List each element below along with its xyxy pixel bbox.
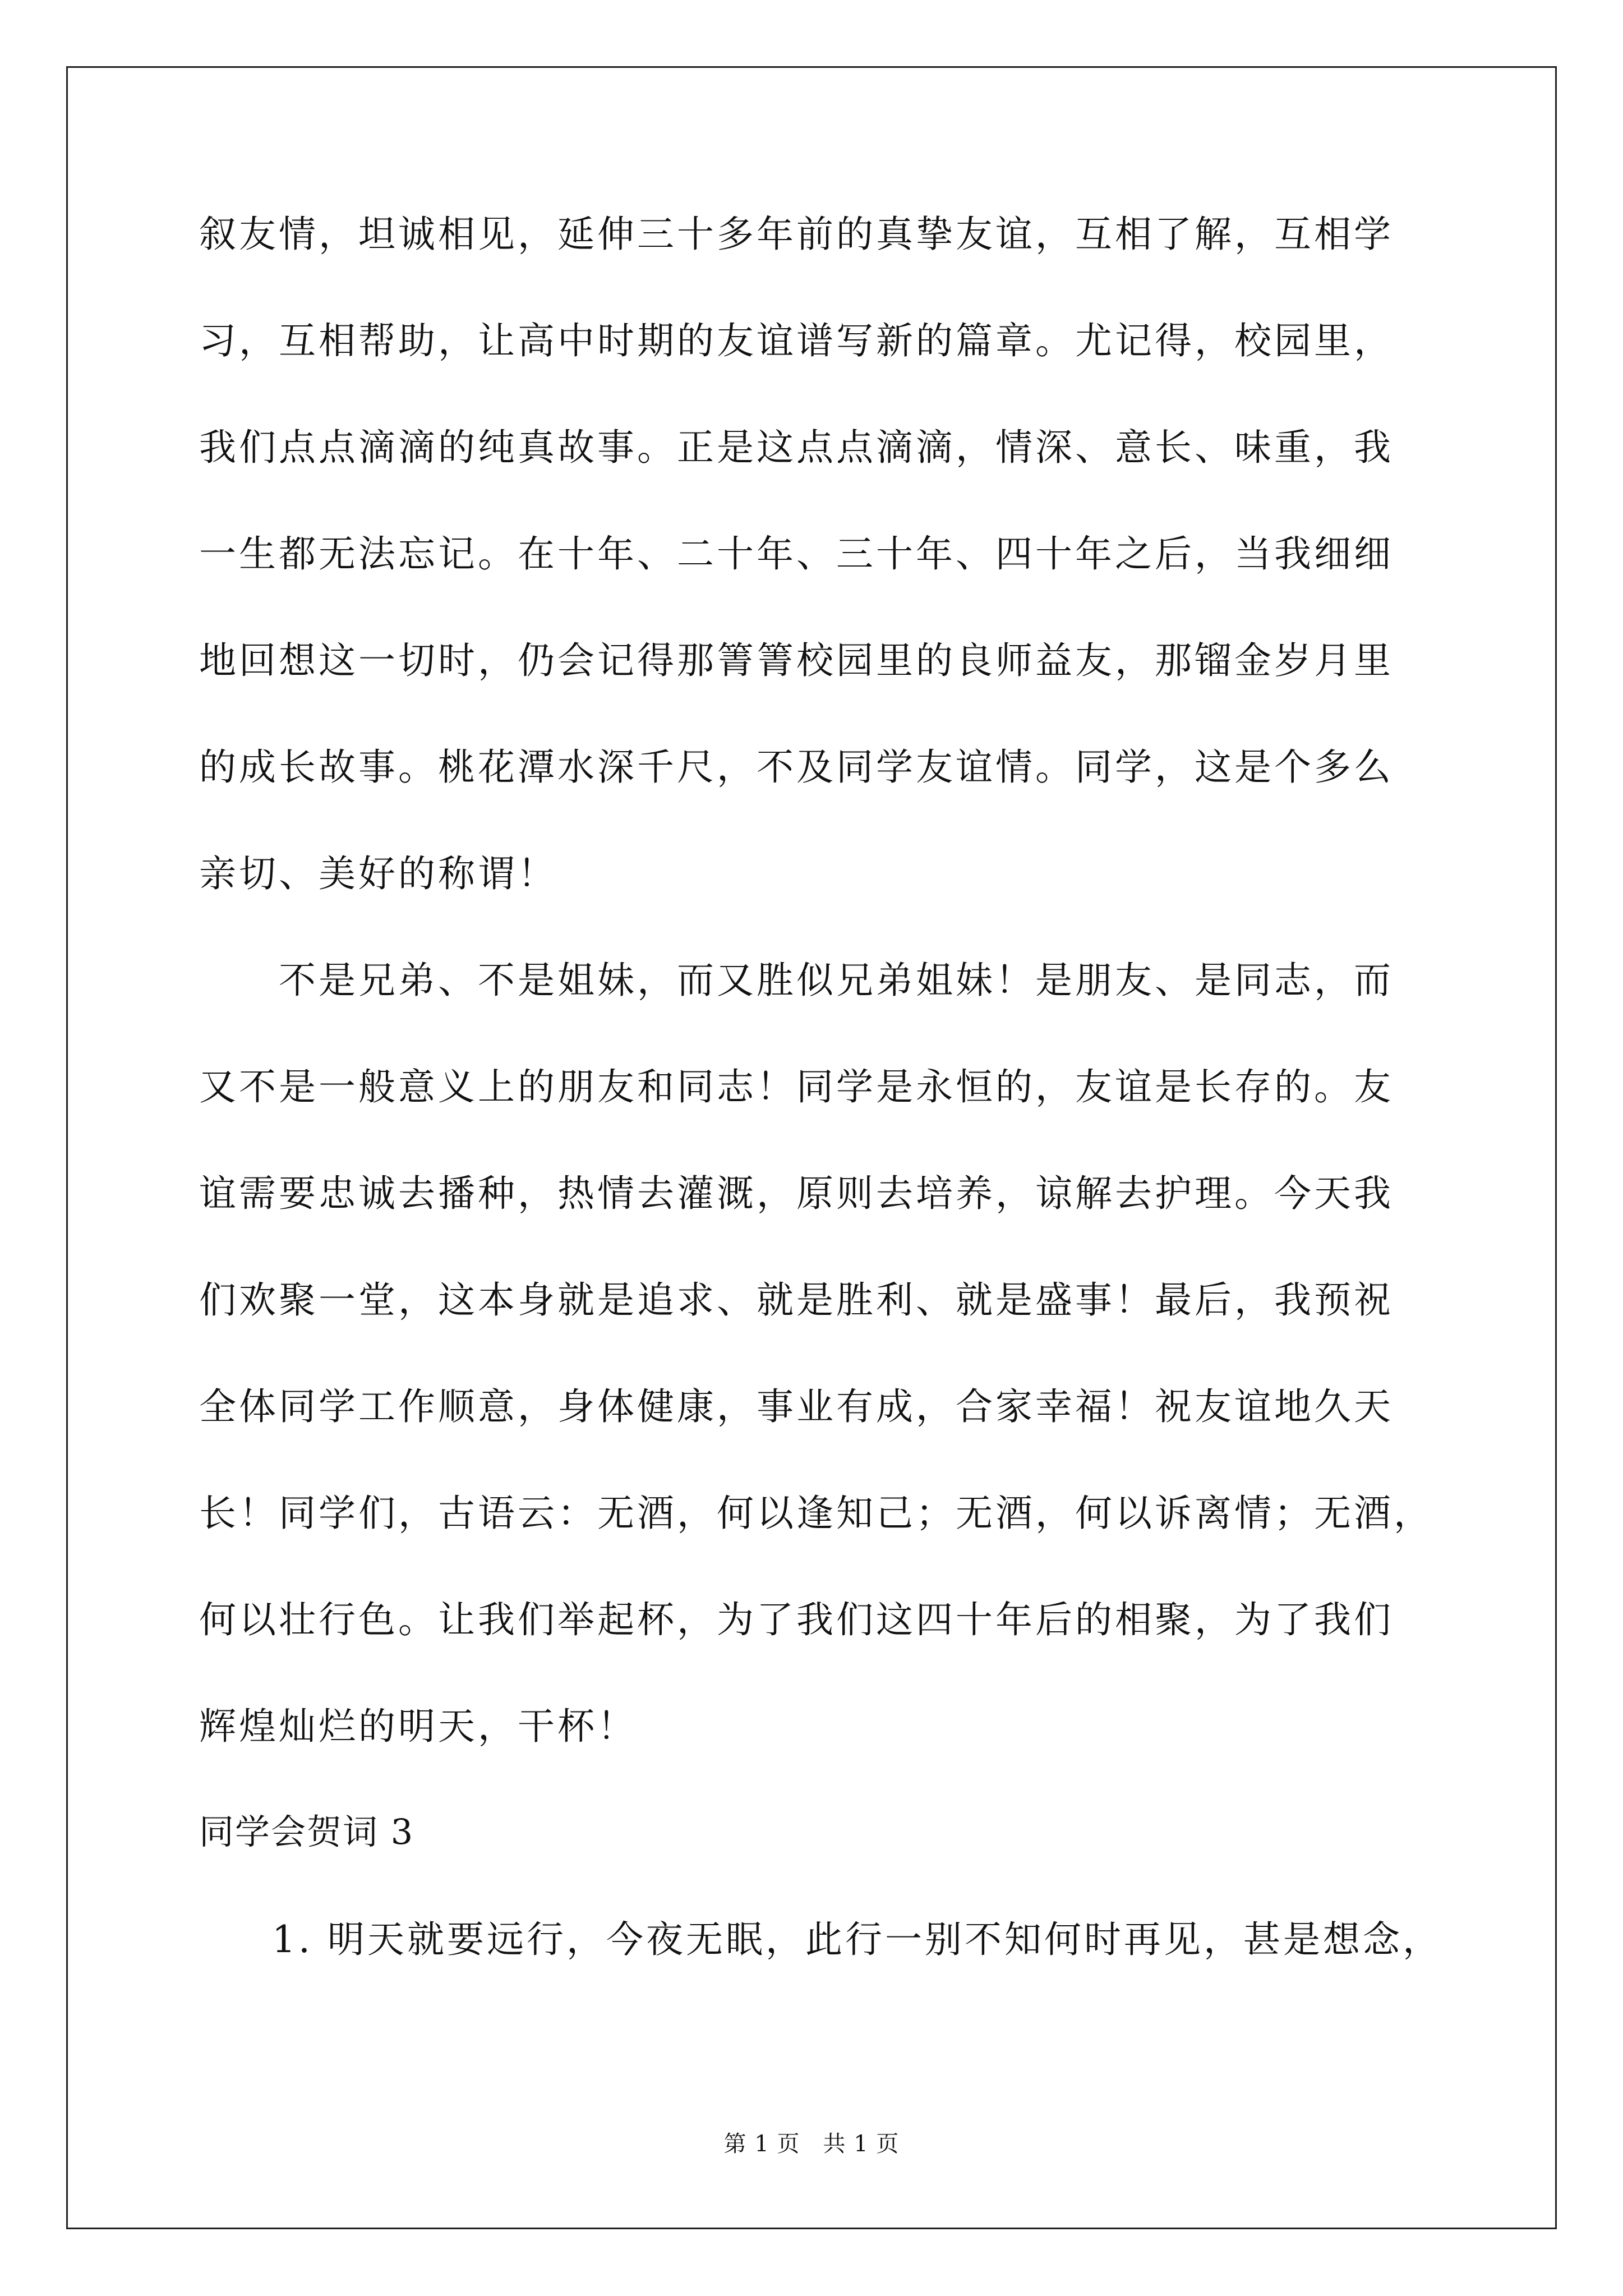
- section-heading: 同学会贺词 3: [199, 1811, 414, 1852]
- paragraph-line: 谊需要忠诚去播种，热情去灌溉，原则去培养，谅解去护理。今天我: [199, 1172, 1394, 1215]
- paragraph-line: 辉煌灿烂的明天，干杯！: [199, 1705, 637, 1748]
- paragraph-line: 长！同学们，古语云：无酒，何以逢知己；无酒，何以诉离情；无酒，: [199, 1492, 1433, 1535]
- paragraph-line: 一生都无法忘记。在十年、二十年、三十年、四十年之后，当我细细: [199, 532, 1394, 576]
- paragraph-line: 们欢聚一堂，这本身就是追求、就是胜利、就是盛事！最后，我预祝: [199, 1278, 1394, 1322]
- paragraph-line: 何以壮行色。让我们举起杯，为了我们这四十年后的相聚，为了我们: [199, 1598, 1394, 1641]
- paragraph-line: 的成长故事。桃花潭水深千尺，不及同学友谊情。同学，这是个多么: [199, 746, 1394, 789]
- paragraph-line: 叙友情，坦诚相见，延伸三十多年前的真挚友谊，互相了解，互相学: [199, 213, 1394, 256]
- paragraph-line: 地回想这一切时，仍会记得那箐箐校园里的良师益友，那镏金岁月里: [199, 639, 1394, 682]
- paragraph-line: 亲切、美好的称谓！: [199, 852, 557, 895]
- page-footer: 第 1 页 共 1 页: [723, 2131, 900, 2157]
- paragraph-line: 不是兄弟、不是姐妹，而又胜似兄弟姐妹！是朋友、是同志，而: [279, 959, 1394, 1002]
- list-item: 1. 明天就要远行，今夜无眠，此行一别不知何时再见，甚是想念，: [272, 1918, 1442, 1961]
- paragraph-line: 习，互相帮助，让高中时期的友谊谱写新的篇章。尤记得，校园里，: [199, 319, 1394, 362]
- page-border: [66, 66, 1557, 2229]
- paragraph-line: 我们点点滴滴的纯真故事。正是这点点滴滴，情深、意长、味重，我: [199, 426, 1394, 469]
- paragraph-line: 全体同学工作顺意，身体健康，事业有成，合家幸福！祝友谊地久天: [199, 1385, 1394, 1428]
- paragraph-line: 又不是一般意义上的朋友和同志！同学是永恒的，友谊是长存的。友: [199, 1065, 1394, 1108]
